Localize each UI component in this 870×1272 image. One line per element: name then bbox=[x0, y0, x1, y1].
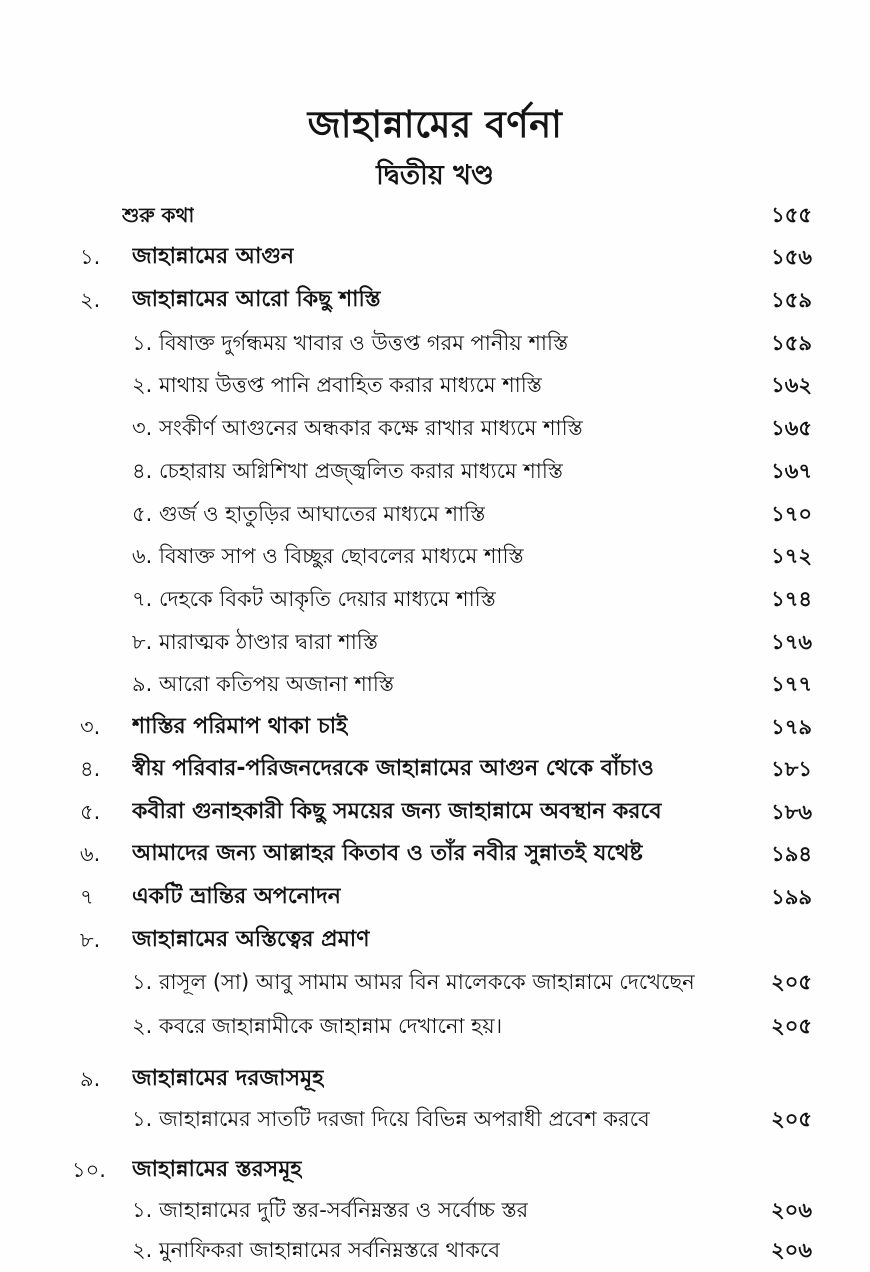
toc-entry-number: ৪. bbox=[80, 757, 101, 781]
toc-entry-title: একটি ভ্রান্তির অপনোদন bbox=[132, 884, 341, 909]
toc-subentry-title: ৪. চেহারায় অগ্নিশিখা প্রজ্জ্বলিত করার মাধ্যমে শাস্তি bbox=[132, 459, 563, 483]
toc-subentry-title: ১. রাসূল (সা) আবু সামাম আমর বিন মালেককে জাহান্নামে দেখেছেন bbox=[132, 970, 695, 994]
toc-subentry-title: ৩. সংকীর্ণ আগুনের অন্ধকার কক্ষে রাখার মাধ্যমে শাস্তি bbox=[132, 416, 583, 440]
toc-entry-page: ১৫৫ bbox=[771, 203, 812, 227]
toc-subentry bbox=[0, 625, 870, 659]
toc-entry-page: ২০৬ bbox=[771, 1238, 812, 1262]
toc-entry-page: ১৬২ bbox=[771, 373, 812, 397]
toc-entry-page: ১৬৭ bbox=[771, 459, 812, 483]
page-subtitle: দ্বিতীয় খণ্ড bbox=[376, 160, 494, 191]
toc-entry-page: ১৭৬ bbox=[771, 630, 812, 654]
toc-entry bbox=[0, 283, 870, 317]
toc-entry bbox=[0, 198, 870, 232]
toc-entry-page: ১৬৫ bbox=[771, 416, 812, 440]
toc-entry bbox=[0, 1062, 870, 1096]
toc-entry-number: ৭ bbox=[80, 885, 94, 909]
toc-subentry-title: ৮. মারাত্মক ঠাণ্ডার দ্বারা শাস্তি bbox=[132, 630, 378, 654]
toc-subentry bbox=[0, 326, 870, 360]
toc-entry-page: ১৯৪ bbox=[771, 842, 812, 866]
page-title: জাহান্নামের বর্ণনা bbox=[307, 103, 563, 146]
toc-subentry-title: ২. মাথায় উত্তপ্ত পানি প্রবাহিত করার মাধ্যমে শাস্তি bbox=[132, 373, 542, 397]
toc-entry bbox=[0, 1153, 870, 1187]
toc-entry-number: ২. bbox=[80, 288, 101, 312]
toc-entry-number: ৯. bbox=[80, 1067, 101, 1091]
toc-entry-page: ১৭৭ bbox=[771, 672, 812, 696]
toc-entry bbox=[0, 710, 870, 744]
toc-subentry-title: ৫. গুর্জ ও হাতুড়ির আঘাতের মাধ্যমে শাস্তি bbox=[132, 502, 486, 526]
toc-entry-number: ৫. bbox=[80, 800, 101, 824]
toc-subentry-title: ১. জাহান্নামের সাতটি দরজা দিয়ে বিভিন্ন অপরাধী প্রবেশ করবে bbox=[132, 1107, 650, 1131]
toc-entry-title: শুরু কথা bbox=[122, 203, 195, 227]
toc-subentry-title: ৯. আরো কতিপয় অজানা শাস্তি bbox=[132, 672, 394, 696]
toc-entry-title: শাস্তির পরিমাপ থাকা চাই bbox=[132, 714, 348, 739]
toc-entry-page: ১৮৬ bbox=[771, 800, 812, 824]
toc-entry-page: ১৭৯ bbox=[771, 715, 812, 739]
toc-entry bbox=[0, 752, 870, 786]
toc-subentry-title: ৬. বিষাক্ত সাপ ও বিচ্ছুর ছোবলের মাধ্যমে শাস্তি bbox=[132, 544, 524, 568]
toc-entry-number: ১০. bbox=[72, 1158, 106, 1182]
toc-subentry-title: ১. বিষাক্ত দুর্গন্ধময় খাবার ও উত্তপ্ত গরম পানীয় শাস্তি bbox=[132, 331, 569, 355]
toc-subentry bbox=[0, 454, 870, 488]
toc-entry-number: ৮. bbox=[80, 928, 101, 952]
toc-entry-page: ১৫৬ bbox=[771, 245, 812, 269]
toc-subentry bbox=[0, 667, 870, 701]
toc-subentry-title: ৭. দেহকে বিকট আকৃতি দেয়ার মাধ্যমে শাস্তি bbox=[132, 587, 496, 611]
toc-entry-title: স্বীয় পরিবার-পরিজনদেরকে জাহান্নামের আগুন থেকে বাঁচাও bbox=[132, 756, 654, 781]
toc-entry-number: ৩. bbox=[80, 715, 101, 739]
toc-entry-page: ১৫৯ bbox=[771, 331, 812, 355]
toc-subentry bbox=[0, 497, 870, 531]
toc-subentry bbox=[0, 1193, 870, 1227]
toc-entry-title: জাহান্নামের অস্তিত্বের প্রমাণ bbox=[132, 927, 370, 952]
toc-subentry bbox=[0, 1009, 870, 1043]
toc-entry-title: জাহান্নামের আগুন bbox=[132, 244, 295, 269]
toc-entry-page: ২০৫ bbox=[771, 970, 812, 994]
toc-entry-title: জাহান্নামের স্তরসমূহ bbox=[132, 1157, 302, 1182]
toc-subentry bbox=[0, 582, 870, 616]
toc-subentry bbox=[0, 965, 870, 999]
toc-entry-title: কবীরা গুনাহকারী কিছু সময়ের জন্য জাহান্নামে অবস্থান করবে bbox=[132, 799, 662, 824]
toc-subentry-title: ১. জাহান্নামের দুটি স্তর-সর্বনিম্নস্তর ও সর্বোচ্চ স্তর bbox=[132, 1198, 529, 1222]
toc-entry-number: ১. bbox=[80, 245, 101, 269]
toc-entry-page: ১৭৪ bbox=[771, 587, 812, 611]
toc-entry-page: ২০৬ bbox=[771, 1198, 812, 1222]
toc-subentry bbox=[0, 368, 870, 402]
toc-entry bbox=[0, 923, 870, 957]
toc-entry-page: ১৭০ bbox=[771, 502, 812, 526]
toc-entry bbox=[0, 795, 870, 829]
toc-entry-page: ১৭২ bbox=[771, 544, 812, 568]
toc-entry-number: ৬. bbox=[80, 842, 101, 866]
toc-subentry bbox=[0, 539, 870, 573]
toc-entry-title: জাহান্নামের আরো কিছু শাস্তি bbox=[132, 287, 381, 312]
toc-entry-page: ২০৫ bbox=[771, 1014, 812, 1038]
toc-entry-title: জাহান্নামের দরজাসমূহ bbox=[132, 1066, 324, 1091]
toc-entry bbox=[0, 880, 870, 914]
toc-subentry-title: ২. মুনাফিকরা জাহান্নামের সর্বনিম্নস্তরে থাকবে bbox=[132, 1238, 501, 1262]
toc-subentry bbox=[0, 1233, 870, 1267]
toc-subentry bbox=[0, 1102, 870, 1136]
toc-entry-title: আমাদের জন্য আল্লাহর কিতাব ও তাঁর নবীর সুন্নাতই যথেষ্ট bbox=[132, 841, 643, 866]
toc-entry-page: ১৯৯ bbox=[771, 885, 812, 909]
toc-entry-page: ২০৫ bbox=[771, 1107, 812, 1131]
toc-entry bbox=[0, 240, 870, 274]
toc-entry bbox=[0, 837, 870, 871]
toc-entry-page: ১৮১ bbox=[771, 757, 812, 781]
toc-subentry-title: ২. কবরে জাহান্নামীকে জাহান্নাম দেখানো হয়। bbox=[132, 1014, 503, 1038]
toc-subentry bbox=[0, 411, 870, 445]
toc-entry-page: ১৫৯ bbox=[771, 288, 812, 312]
